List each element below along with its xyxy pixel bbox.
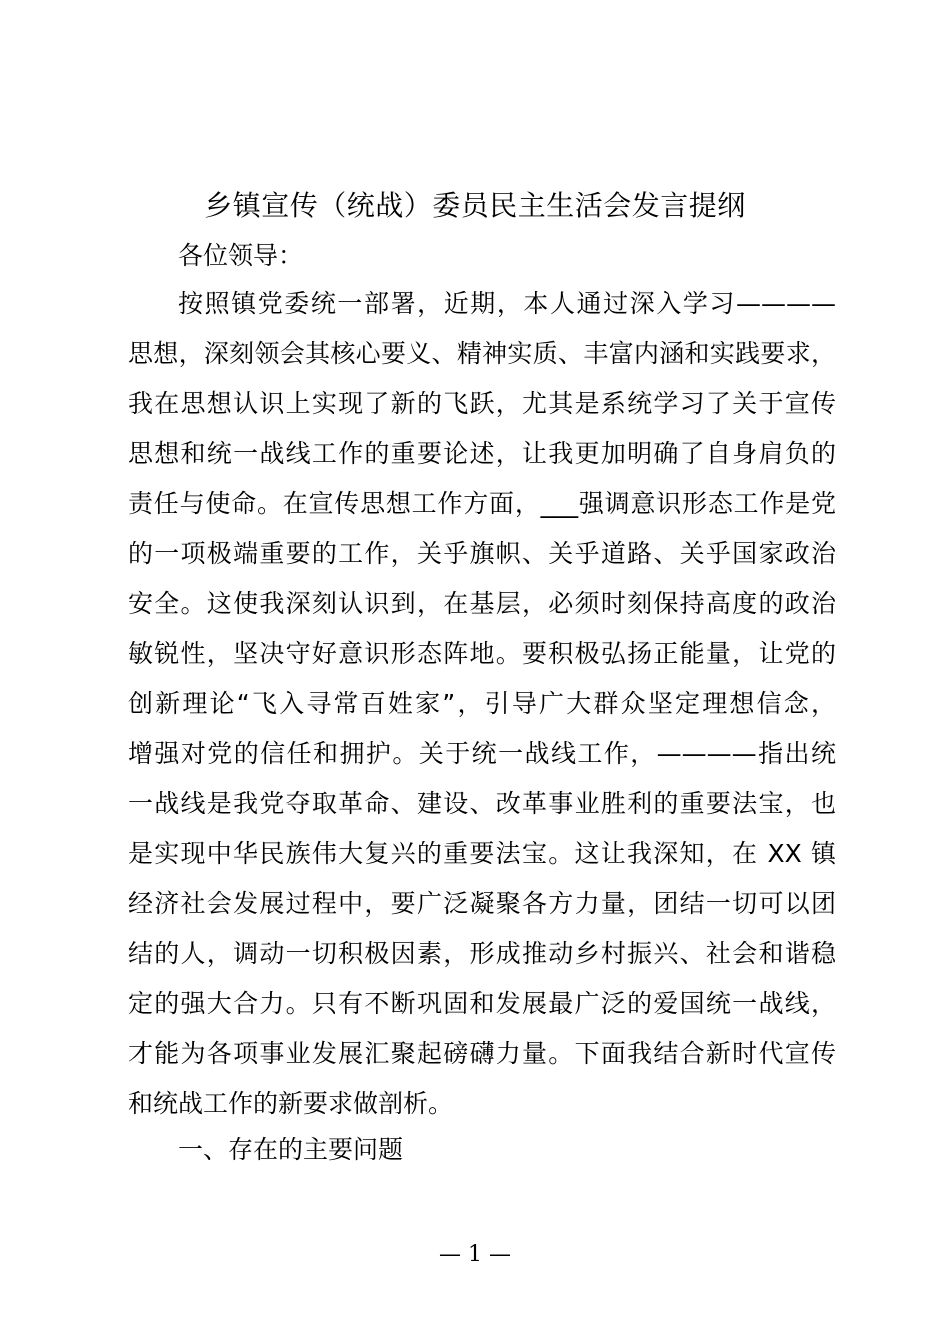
document-title: 乡镇宣传（统战）委员民主生活会发言提纲 <box>204 189 746 222</box>
paragraph-line: 的一项极端重要的工作，关乎旗帜、关乎道路、关乎国家政治 <box>128 539 836 568</box>
paragraph-line: 增强对党的信任和拥护。关于统一战线工作，————指出统 <box>128 739 836 768</box>
paragraph-line: 创新理论“飞入寻常百姓家”，引导广大群众坚定理想信念， <box>128 689 836 718</box>
paragraph-line: 定的强大合力。只有不断巩固和发展最广泛的爱国统一战线， <box>128 989 836 1018</box>
paragraph-line: 结的人，调动一切积极因素，形成推动乡村振兴、社会和谐稳 <box>128 939 836 968</box>
paragraph-line: 是实现中华民族伟大复兴的重要法宝。这让我深知，在 XX 镇 <box>128 839 836 868</box>
paragraph-line: 和统战工作的新要求做剖析。 <box>128 1089 454 1118</box>
paragraph-line: 我在思想认识上实现了新的飞跃，尤其是系统学习了关于宣传 <box>128 389 836 418</box>
paragraph-line: 按照镇党委统一部署，近期，本人通过深入学习———— <box>178 289 836 318</box>
page-number: — 1 — <box>439 1242 511 1267</box>
section-heading: 一、存在的主要问题 <box>178 1135 404 1164</box>
paragraph-line: 思想，深刻领会其核心要义、精神实质、丰富内涵和实践要求， <box>128 339 836 368</box>
body-paragraph <box>128 284 836 1134</box>
paragraph-line: 经济社会发展过程中，要广泛凝聚各方力量，团结一切可以团 <box>128 889 836 918</box>
salutation: 各位领导： <box>178 241 304 270</box>
paragraph-line: 才能为各项事业发展汇聚起磅礴力量。下面我结合新时代宣传 <box>128 1039 836 1068</box>
paragraph-line: 敏锐性，坚决守好意识形态阵地。要积极弘扬正能量，让党的 <box>128 639 836 668</box>
paragraph-line: 思想和统一战线工作的重要论述，让我更加明确了自身肩负的 <box>128 439 836 468</box>
paragraph-line: 一战线是我党夺取革命、建设、改革事业胜利的重要法宝，也 <box>128 789 836 818</box>
paragraph-line: 安全。这使我深刻认识到，在基层，必须时刻保持高度的政治 <box>128 589 836 618</box>
paragraph-line: 责任与使命。在宣传思想工作方面，___强调意识形态工作是党 <box>128 489 836 518</box>
